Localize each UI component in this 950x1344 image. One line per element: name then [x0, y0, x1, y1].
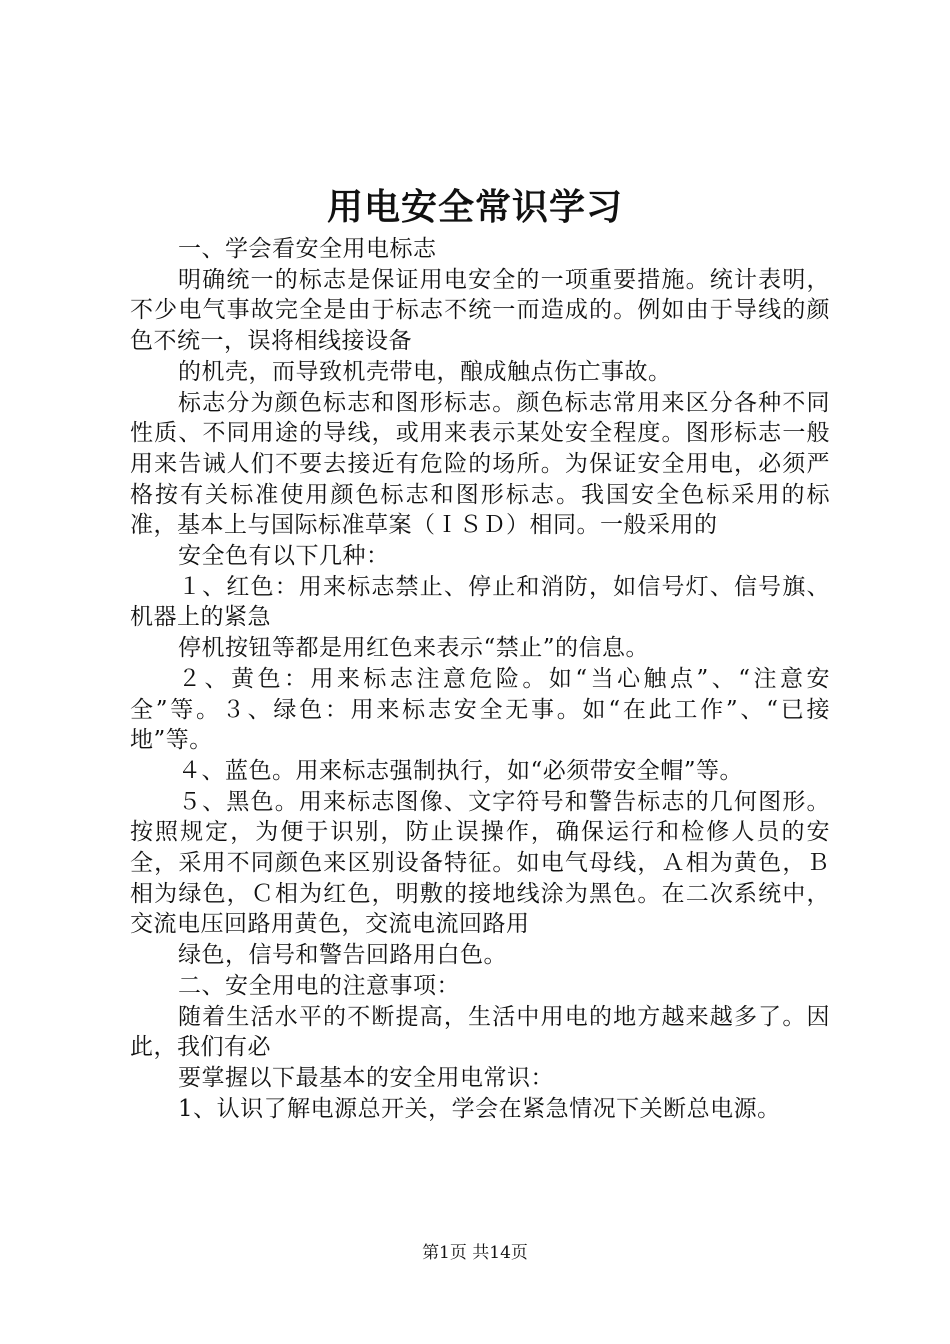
list-item: 1、认识了解电源总开关，学会在紧急情况下关断总电源。 [178, 1095, 781, 1122]
document-title: 用电安全常识学习 [326, 187, 623, 228]
list-item: ４、蓝色。用来标志强制执行，如“必须带安全帽”等。 [178, 757, 744, 784]
paragraph: 绿色，信号和警告回路用白色。 [178, 942, 507, 969]
paragraph: 明确统一的标志是保证用电安全的一项重要措施。统计表明，不少电气事故完全是由于标志不统一而造成的。例如由于导线的颜色不统一，误将相线接设备 [130, 266, 830, 355]
paragraph: 要掌握以下最基本的安全用电常识： [178, 1064, 554, 1091]
section-heading: 一、学会看安全用电标志 [178, 236, 437, 262]
list-item: １、红色：用来标志禁止、停止和消防，如信号灯、信号旗、机器上的紧急 [130, 573, 830, 631]
list-item: ５、黑色。用来标志图像、文字符号和警告标志的几何图形。按照规定，为便于识别，防止误操作，确保运行和检修人员的安全，采用不同颜色来区别设备特征。如电气母线，Ａ相为黄色，Ｂ相为绿色，Ｃ相为红色，明敷的接地线涂为黑色。在二次系统中，交流电压回路用黄色，交流电流回路用 [130, 788, 830, 938]
list-item: ２、黄色：用来标志注意危险。如“当心触点”、“注意安全”等。３、绿色：用来标志安全无事。如“在此工作”、“已接地”等。 [130, 665, 830, 754]
document-body [130, 234, 830, 1124]
paragraph: 的机壳，而导致机壳带电，酿成触点伤亡事故。 [178, 358, 672, 385]
paragraph: 随着生活水平的不断提高，生活中用电的地方越来越多了。因此，我们有必 [130, 1003, 830, 1061]
paragraph: 标志分为颜色标志和图形标志。颜色标志常用来区分各种不同性质、不同用途的导线，或用来表示某处安全程度。图形标志一般用来告诫人们不要去接近有危险的场所。为保证安全用电，必须严格按有关标准使用颜色标志和图形标志。我国安全色标采用的标准，基本上与国际标准草案（ＩＳＤ）相同。一般采用的 [130, 389, 830, 539]
paragraph: 安全色有以下几种： [178, 543, 390, 570]
paragraph: 停机按钮等都是用红色来表示“禁止”的信息。 [178, 635, 650, 662]
section-heading: 二、安全用电的注意事项： [178, 972, 460, 999]
page-footer: 第1页 共14页 [422, 1243, 528, 1263]
